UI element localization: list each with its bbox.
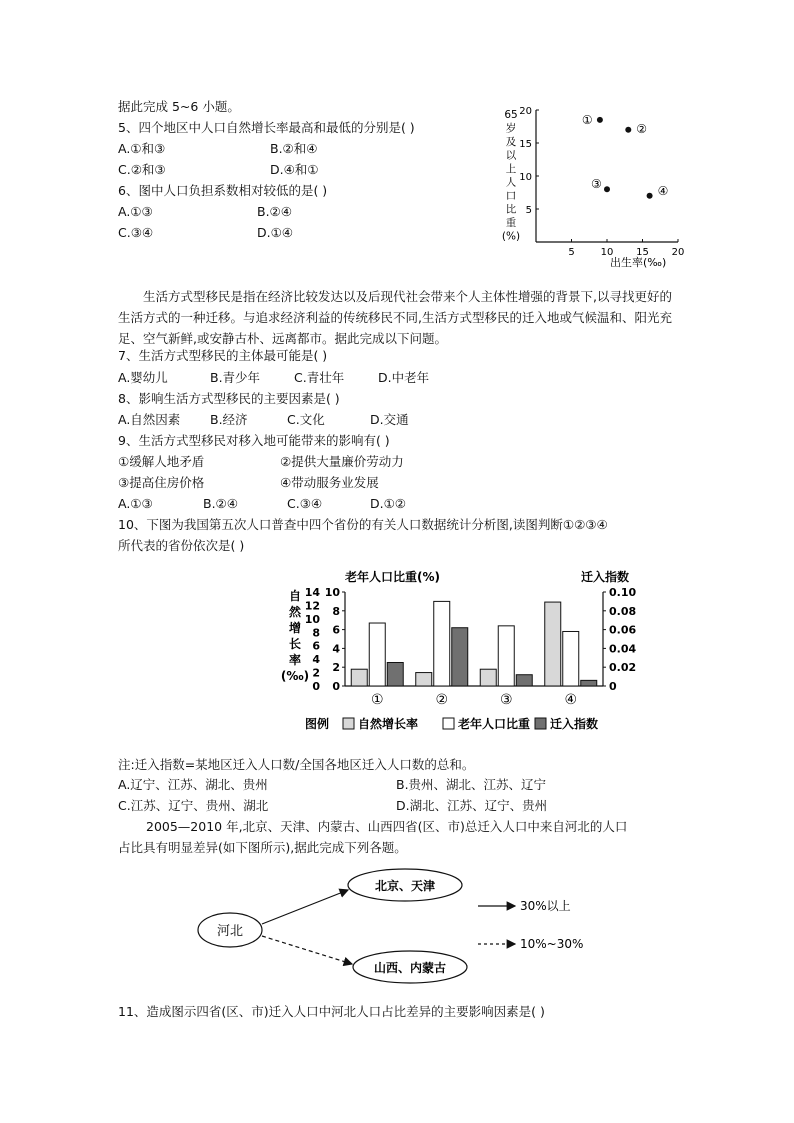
q7-option-a[interactable]: A.婴幼儿 [118,370,168,385]
q10-option-c[interactable]: C.江苏、辽宁、贵州、湖北 [118,798,269,813]
bar-right-tick-label: 0.04 [609,642,637,656]
bar-right-tick-label: 0 [609,680,617,693]
legend-series-label: 老年人口比重 [458,717,531,731]
q10-stem-line1: 10、下图为我国第五次人口普查中四个省份的有关人口数据统计分析图,读图判断①②③④ [118,517,608,532]
q9-option-c[interactable]: C.③④ [287,496,323,511]
scatter-point [647,193,653,199]
bar-left-axis-label-char: 增 [288,621,302,635]
bar-left-axis-label-char: 然 [288,605,302,619]
bar-mark [434,601,450,686]
bar-left-a-tick-label: 14 [304,586,320,599]
scatter-y-axis-label-char: 岁 [505,122,517,135]
q9-option-b[interactable]: B.②④ [203,496,238,511]
scatter-y-axis-label-char: (%) [501,230,521,243]
legend-dashed-label: 10%~30% [520,937,584,951]
q8-option-c[interactable]: C.文化 [287,412,325,427]
bar-mark [387,663,403,687]
q9-statement-2: ②提供大量廉价劳动力 [280,454,404,469]
scatter-x-tick-label: 5 [568,247,575,258]
legend-swatch [443,718,454,729]
scatter-points [582,113,668,199]
scatter-point-label: ③ [591,177,602,192]
scatter-y-axis-label-char: 及 [505,136,517,148]
bar-mark [480,669,496,686]
scatter-point-label: ② [636,121,648,136]
legend-title: 图例 [305,717,330,731]
bar-left-a-tick-label: 2 [312,666,320,680]
bar-left-b-tick-label: 2 [332,661,340,675]
scatter-y-tick-label: 10 [519,172,532,183]
q5-option-d[interactable]: D.④和① [270,162,319,177]
q8-stem: 8、影响生活方式型移民的主要因素是( ) [118,391,340,406]
bar-left-axis-label-char: (‰) [280,669,310,683]
bar-left-axis-label-char: 长 [288,637,302,651]
scatter-x-axis-label: 出生率(‰) [610,256,667,269]
q8-option-b[interactable]: B.经济 [210,412,248,427]
q5-option-c[interactable]: C.②和③ [118,162,166,177]
scatter-y-axis-label-char: 人 [505,176,517,189]
scatter-y-tick-label: 20 [519,106,532,117]
legend-swatch [343,718,354,729]
bar-title-right: 迁入指数 [581,570,630,584]
arrow-dashed [262,936,352,964]
q11-stem: 11、造成图示四省(区、市)迁入人口中河北人口占比差异的主要影响因素是( ) [118,1004,545,1019]
bar-chart [280,566,645,736]
q10-stem-line2: 所代表的省份依次是( ) [118,538,245,553]
legend-solid-label: 30%以上 [520,899,571,913]
bar-left-b-tick-label: 0 [332,680,340,693]
bar-left-a-tick-label: 6 [312,639,320,653]
q5-stem: 5、四个地区中人口自然增长率最高和最低的分别是( ) [118,120,415,135]
bar-right-tick-label: 0.06 [609,623,637,637]
q6-stem: 6、图中人口负担系数相对较低的是( ) [118,183,328,198]
bar-left-a-tick-label: 12 [304,599,320,613]
passage-hebei-line1: 2005—2010 年,北京、天津、内蒙古、山西四省(区、市)总迁入人口中来自河北的人口 [146,819,628,834]
q10-option-a[interactable]: A.辽宁、江苏、湖北、贵州 [118,777,268,792]
bar-right-tick-label: 0.02 [609,661,637,675]
bar-left-axis-label-char: 自 [288,589,302,603]
legend-swatch [535,718,546,729]
scatter-y-axis-label-char: 口 [505,190,517,202]
scatter-y-axis-label-char: 重 [505,217,517,229]
q6-option-b[interactable]: B.②④ [257,204,292,219]
bar-mark [563,631,579,686]
q9-stem: 9、生活方式型移民对移入地可能带来的影响有( ) [118,433,390,448]
scatter-point-label: ① [581,112,593,127]
bar-mark [369,623,385,686]
scatter-x-tick-label: 20 [671,247,685,258]
legend-series-label: 自然增长率 [358,717,419,731]
arrow-solid [262,890,348,924]
scatter-point [625,127,631,133]
q9-statement-1: ①缓解人地矛盾 [118,454,205,469]
q8-option-a[interactable]: A.自然因素 [118,412,181,427]
scatter-y-axis-label-char: 上 [505,163,517,175]
scatter-chart [490,100,690,272]
node-shanxi-neimenggu-label: 山西、内蒙古 [373,961,447,975]
bar-legend [305,716,598,731]
bar-mark [581,680,597,686]
bar-left-b-tick-label: 8 [332,604,340,618]
legend-series-label: 迁入指数 [550,717,599,731]
bar-category-label: ② [435,692,449,708]
q5-option-b[interactable]: B.②和④ [270,141,318,156]
bar-category-label: ③ [499,692,513,708]
q9-option-d[interactable]: D.①② [370,496,407,511]
migration-flow-diagram [190,860,610,990]
scatter-y-tick-label: 15 [519,139,532,150]
scatter-y-axis-label-char: 65 [504,109,518,121]
bar-mark [545,602,561,686]
bar-category-label: ① [370,692,384,708]
q10-option-b[interactable]: B.贵州、湖北、江苏、辽宁 [396,777,547,792]
bar-left-b-tick-label: 6 [332,623,340,637]
bar-title-center: 老年人口比重(%) [345,570,440,584]
q5-option-a[interactable]: A.①和③ [118,141,166,156]
bar-left-a-tick-label: 4 [312,653,320,667]
q10-note: 注:迁入指数=某地区迁入人口数/全国各地区迁入人口数的总和。 [118,757,475,772]
bar-mark [498,626,514,686]
q6-option-c[interactable]: C.③④ [118,225,154,240]
bar-left-b-tick-label: 10 [324,586,340,599]
bar-bars [351,601,597,708]
q9-option-a[interactable]: A.①③ [118,496,153,511]
scatter-axes [519,106,684,258]
bar-left-axis-label-char: 率 [288,653,302,667]
scatter-y-tick-label: 5 [525,205,532,216]
scatter-point [597,117,603,123]
q7-stem: 7、生活方式型移民的主体最可能是( ) [118,348,328,363]
bar-left-a-tick-label: 0 [312,680,320,693]
bar-mark [516,675,532,686]
bar-mark [452,628,468,686]
scatter-x-tick-label: 10 [600,247,614,258]
bar-mark [351,669,367,686]
q9-statement-4: ④带动服务业发展 [280,475,379,490]
bar-left-b-tick-label: 4 [332,642,340,656]
q10-option-d[interactable]: D.湖北、江苏、辽宁、贵州 [396,798,548,813]
node-beijing-tianjin-label: 北京、天津 [374,879,436,893]
scatter-x-tick-label: 15 [636,247,649,258]
bar-mark [416,673,432,686]
scatter-y-axis-label [502,109,520,243]
bar-right-tick-label: 0.08 [609,604,637,618]
q6-option-a[interactable]: A.①③ [118,204,153,219]
intro-text: 据此完成 5~6 小题。 [118,99,240,114]
bar-left-a-tick-label: 8 [312,626,320,640]
bar-category-label: ④ [564,692,578,708]
scatter-point [604,186,610,192]
q7-option-c[interactable]: C.青壮年 [294,370,345,385]
passage-hebei-line2: 占比具有明显差异(如下图所示),据此完成下列各题。 [118,840,407,855]
q7-option-b[interactable]: B.青少年 [210,370,261,385]
q7-option-d[interactable]: D.中老年 [378,370,430,385]
q8-option-d[interactable]: D.交通 [370,412,409,427]
passage-lifestyle-migration: 生活方式型移民是指在经济比较发达以及后现代社会带来个人主体性增强的背景下,以寻找更好的生活方式的一种迁移。与追求经济利益的传统移民不同,生活方式型移民的迁入地或气候温和、阳光充足、空气新鲜,或安静古朴、远离都市。据此完成以下问题。 [118,289,672,346]
bar-left-a-tick-label: 10 [304,612,320,626]
scatter-y-axis-label-char: 比 [505,203,517,216]
bar-right-tick-label: 0.10 [609,586,637,599]
q6-option-d[interactable]: D.①④ [257,225,294,240]
scatter-y-axis-label-char: 以 [505,149,517,162]
node-hebei-label: 河北 [216,924,244,939]
q9-statement-3: ③提高住房价格 [118,475,205,490]
scatter-point-label: ④ [657,183,669,198]
